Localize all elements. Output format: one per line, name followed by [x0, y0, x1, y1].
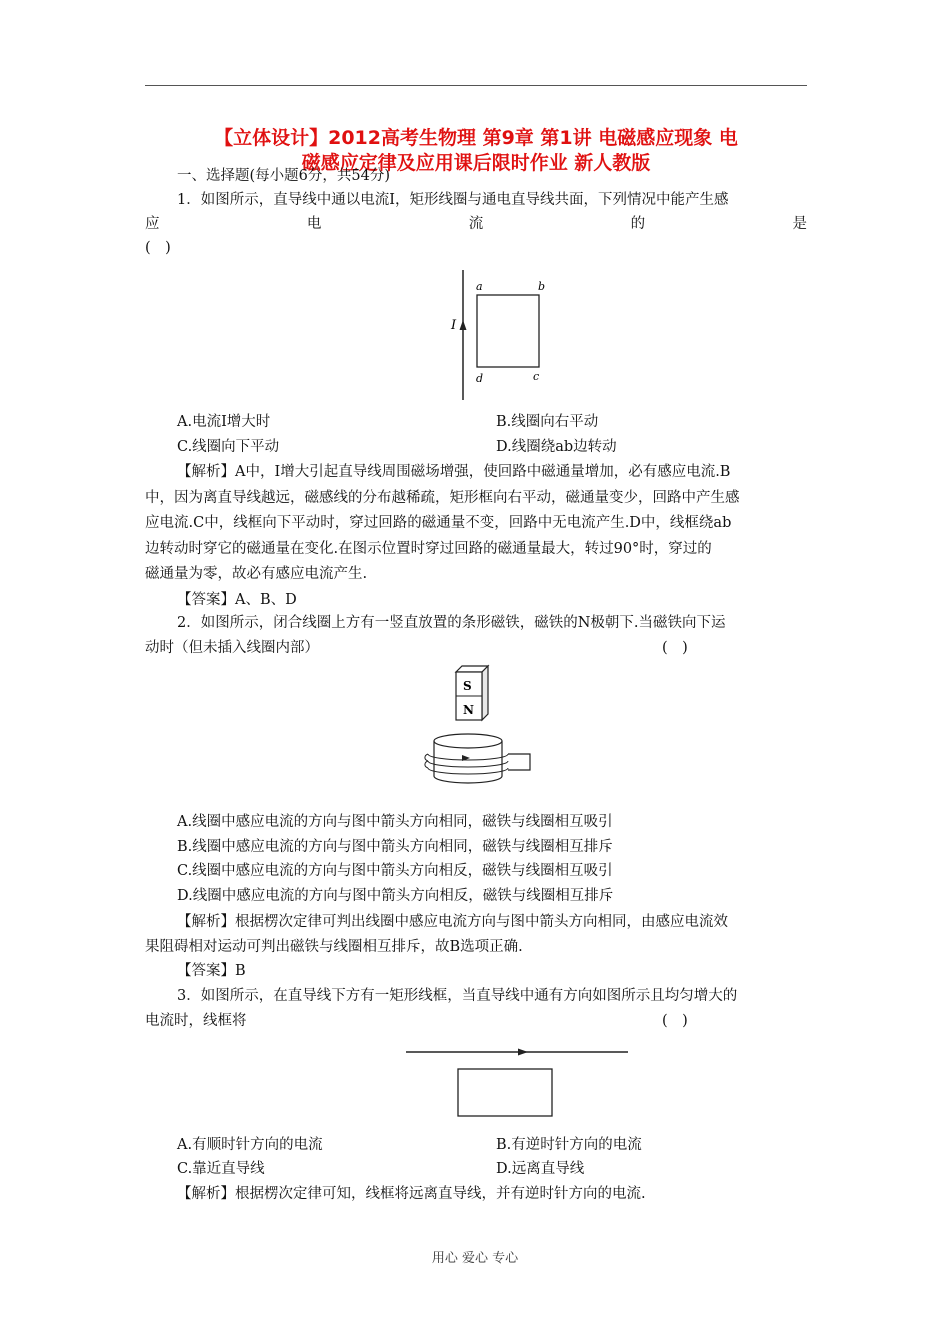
title-line-2: 磁感应定律及应用课后限时作业 新人教版 [301, 152, 651, 174]
q1-stem-line-1: 1．如图所示，直导线中通以电流I，矩形线圈与通电直导线共面，下列情况中能产生感 [177, 192, 729, 208]
q2-analysis-line: 果阻碍相对运动可判出磁铁与线圈相互排斥，故B选项正确. [145, 939, 523, 955]
q1-figure [420, 265, 560, 405]
q2-stem-line-2: 动时（但未插入线圈内部） [145, 640, 319, 656]
q1-stem-line-2 [145, 212, 807, 236]
q1-answer: 【答案】A、B、D [177, 592, 297, 608]
q1-word: 流 [468, 216, 484, 232]
current-arrow-icon [518, 1049, 528, 1056]
q1-option-a: A.电流I增大时 [177, 414, 271, 430]
q3-stem-line-1: 3．如图所示，在直导线下方有一矩形线框，当直导线中通有方向如图所示且均匀增大的 [177, 988, 738, 1004]
q3-answer-bracket: ( ) [662, 1013, 688, 1029]
q3-option-c: C.靠近直导线 [177, 1161, 265, 1177]
q2-answer: 【答案】B [177, 963, 246, 979]
corner-label-c: c [533, 370, 540, 383]
rectangular-frame [458, 1069, 552, 1116]
current-arrow-icon [460, 320, 467, 330]
magnet-side-face [482, 666, 488, 720]
q2-option-c: C.线圈中感应电流的方向与图中箭头方向相反，磁铁与线圈相互吸引 [177, 863, 613, 879]
q1-word: 是 [792, 216, 807, 232]
magnet-pole-s: S [463, 679, 472, 693]
q2-option-b: B.线圈中感应电流的方向与图中箭头方向相同，磁铁与线圈相互排斥 [177, 839, 613, 855]
coil-top [434, 734, 502, 748]
q3-figure [400, 1040, 640, 1130]
page-footer: 用心 爱心 专心 [431, 1251, 519, 1266]
q3-option-b: B.有逆时针方向的电流 [496, 1137, 642, 1153]
q1-analysis-line: 边转动时穿它的磁通量在变化.在图示位置时穿过回路的磁通量最大，转过90°时，穿过的 [145, 541, 712, 557]
q2-analysis-line: 【解析】根据楞次定律可判出线圈中感应电流方向与图中箭头方向相同，由感应电流效 [177, 914, 728, 930]
corner-label-b: b [538, 280, 546, 293]
q2-figure [410, 662, 550, 802]
q2-answer-bracket: ( ) [662, 640, 688, 656]
q1-analysis-line: 【解析】A中，I增大引起直导线周围磁场增强，使回路中磁通量增加，必有感应电流.B [177, 464, 731, 480]
q1-word: 的 [630, 216, 646, 232]
header-rule [145, 85, 807, 86]
rectangular-coil [477, 295, 539, 367]
q1-option-b: B.线圈向右平动 [496, 414, 599, 430]
q2-stem-line-1: 2．如图所示，闭合线圈上方有一竖直放置的条形磁铁，磁铁的N极朝下.当磁铁向下运 [177, 615, 726, 631]
q1-word: 应 [145, 216, 160, 232]
q1-option-d: D.线圈绕ab边转动 [496, 439, 617, 455]
q3-option-d: D.远离直导线 [496, 1161, 585, 1177]
q1-word: 电 [306, 216, 322, 232]
corner-label-a: a [476, 280, 483, 293]
q1-analysis-line: 磁通量为零，故必有感应电流产生. [145, 566, 368, 582]
q3-stem-line-2: 电流时，线框将 [145, 1013, 247, 1029]
coil-lead-wire [508, 754, 530, 770]
q2-option-a: A.线圈中感应电流的方向与图中箭头方向相同，磁铁与线圈相互吸引 [177, 814, 613, 830]
q2-option-d: D.线圈中感应电流的方向与图中箭头方向相反，磁铁与线圈相互排斥 [177, 888, 614, 904]
section-heading: 一、选择题(每小题6分，共54分) [177, 168, 390, 184]
q1-analysis-line: 中，因为离直导线越远，磁感线的分布越稀疏，矩形框向右平动，磁通量变少，回路中产生感 [145, 490, 740, 506]
q1-answer-bracket: ( ) [145, 240, 171, 256]
current-label: I [451, 318, 457, 333]
q1-option-c: C.线圈向下平动 [177, 439, 280, 455]
q3-analysis: 【解析】根据楞次定律可知，线框将远离直导线，并有逆时针方向的电流. [177, 1186, 646, 1202]
title-line-1: 【立体设计】2012高考生物理 第9章 第1讲 电磁感应现象 电 [214, 127, 738, 149]
q3-option-a: A.有顺时针方向的电流 [177, 1137, 323, 1153]
corner-label-d: d [476, 372, 484, 385]
q1-analysis-line: 应电流.C中，线框向下平动时，穿过回路的磁通量不变，回路中无电流产生.D中，线框绕ab [145, 515, 732, 531]
magnet-pole-n: N [463, 703, 474, 717]
